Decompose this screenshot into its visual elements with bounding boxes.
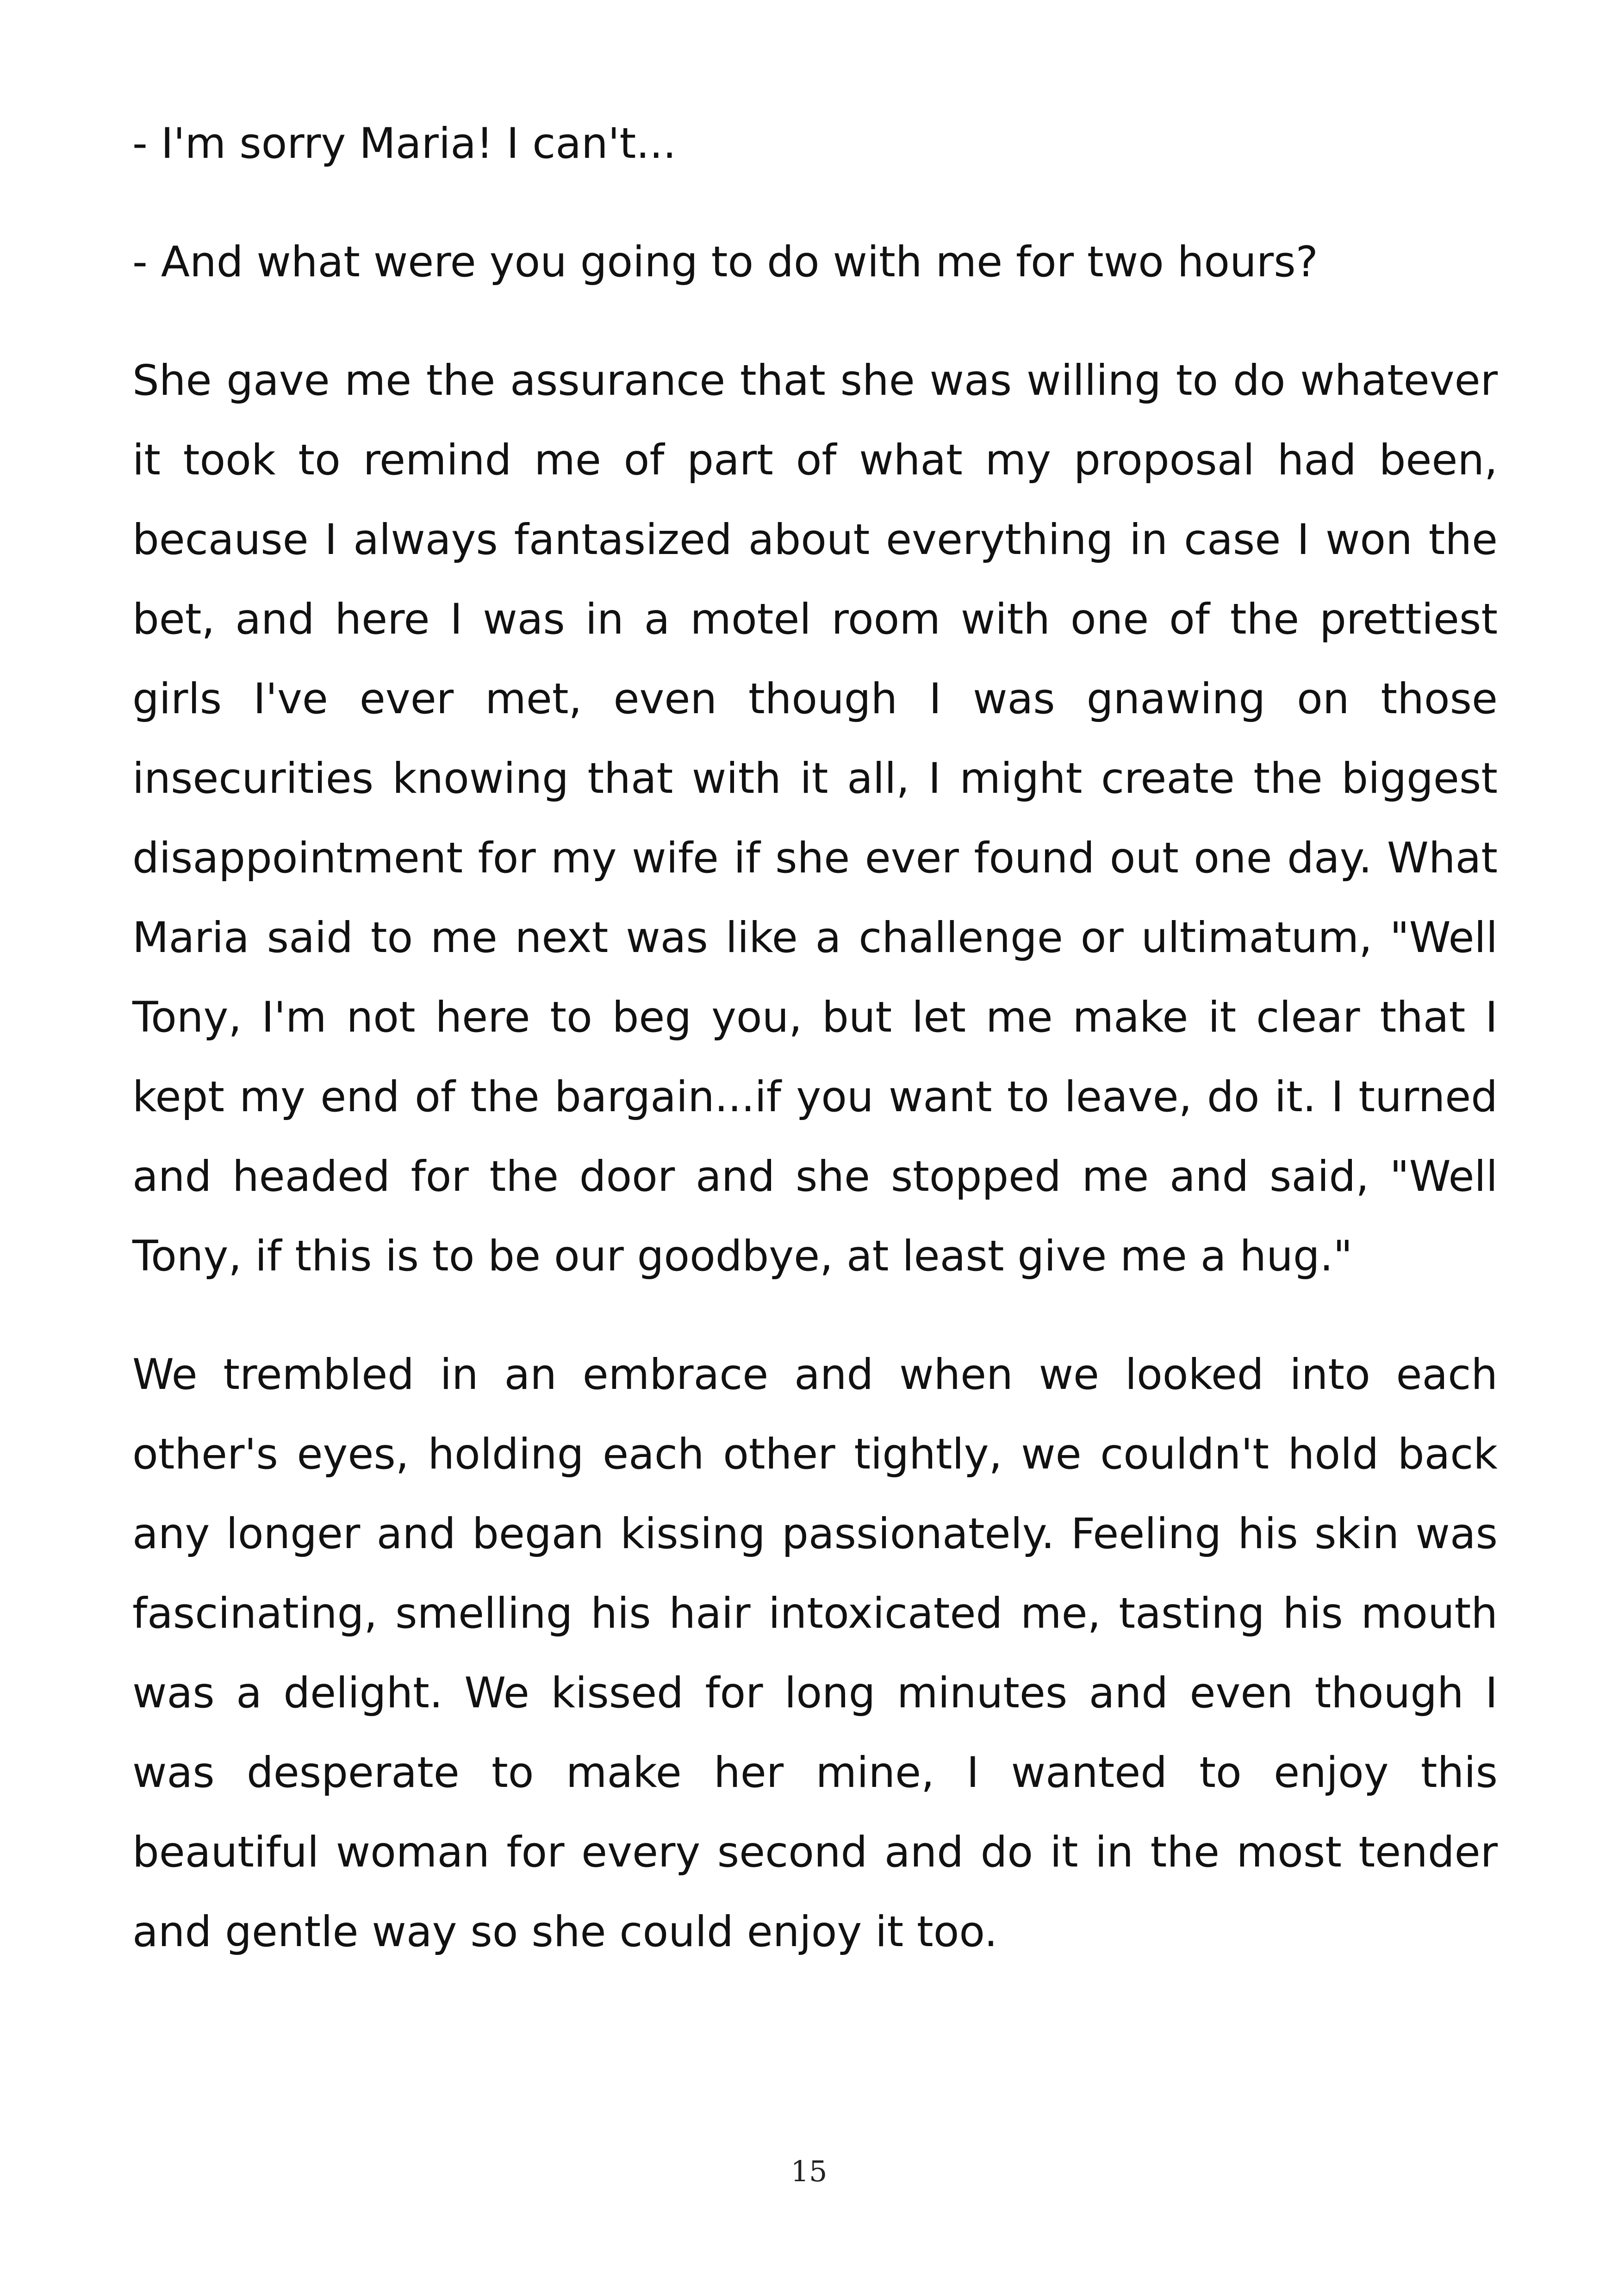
page-number: 15 bbox=[790, 2154, 828, 2188]
paragraph-1: She gave me the assurance that she was willing to do whatever it took to remind me of part of what my proposal had been, because I always fantasized about everything in case I won the bet, and here I was in a motel room with one of the prettiest girls I've ever met, even though I was gnawing on those insecurities knowing that with it all, I might create the biggest disappointment for my wife if she ever found out one day. What Maria said to me next was like a challenge or ultimatum, "Well Tony, I'm not here to beg you, but let me make it clear that I kept my end of the bargain...if you want to leave, do it. I turned and headed for the door and she stopped me and said, "Well Tony, if this is to be our goodbye, at least give me a hug." bbox=[132, 356, 1498, 1281]
paragraph-2: We trembled in an embrace and when we looked into each other's eyes, holding each other tightly, we couldn't hold back any longer and began kissing passionately. Feeling his skin was fascinating, smelling his hair intoxicated me, tasting his mouth was a delight. We kissed for long minutes and even though I was desperate to make her mine, I wanted to enjoy this beautiful woman for every second and do it in the most tender and gentle way so she could enjoy it too. bbox=[132, 1350, 1498, 1956]
dialogue-line-2: - And what were you going to do with me for two hours? bbox=[132, 238, 1318, 286]
text-body bbox=[132, 104, 1498, 2011]
dialogue-line-1: - I'm sorry Maria! I can't... bbox=[132, 119, 677, 168]
